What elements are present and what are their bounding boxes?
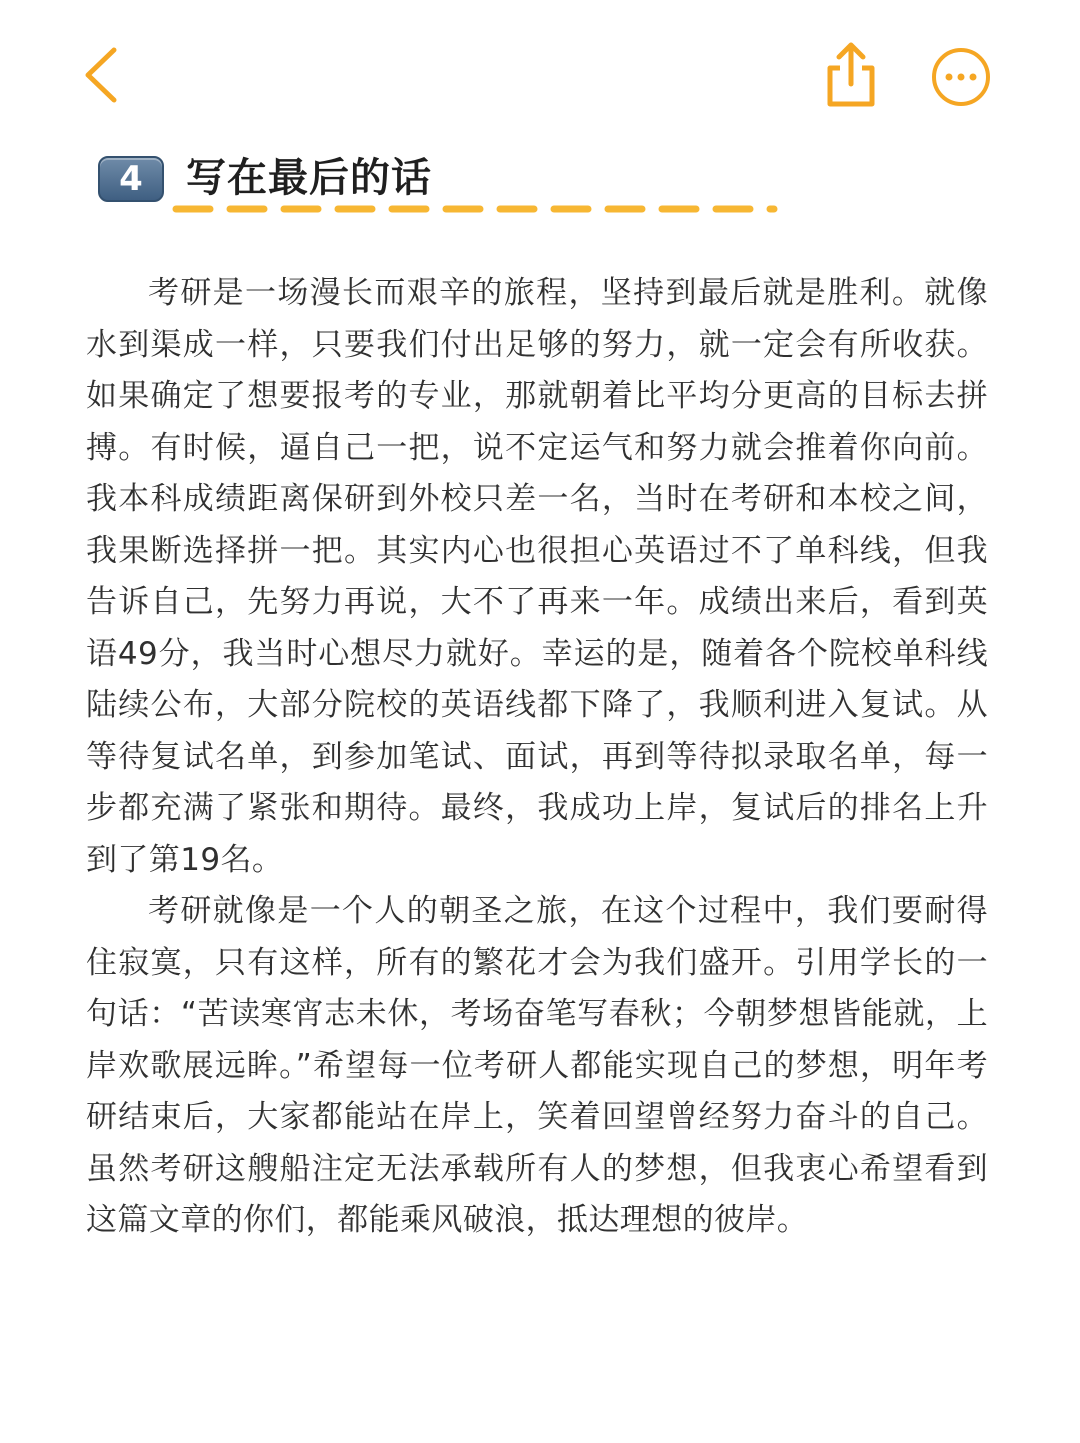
more-options-button[interactable] xyxy=(930,46,992,108)
share-icon xyxy=(818,40,884,110)
more-horizontal-icon xyxy=(930,46,992,108)
article-body xyxy=(86,268,988,1247)
dashed-underline-decoration xyxy=(170,202,780,216)
article-paragraph-2: 考研就像是一个人的朝圣之旅，在这个过程中，我们要耐得住寂寞，只有这样，所有的繁花才会为我们盛开。引用学长的一句话：“苦读寒宵志未休，考场奋笔写春秋；今朝梦想皆能就，上岸欢歌展远眸。”希望每一位考研人都能实现自己的梦想，明年考研结束后，大家都能站在岸上，笑着回望曾经努力奋斗的自己。虽然考研这艘船注定无法承载所有人的梦想，但我衷心希望看到这篇文章的你们，都能乘风破浪，抵达理想的彼岸。 xyxy=(86,893,988,1238)
article-paragraph-1: 考研是一场漫长而艰辛的旅程，坚持到最后就是胜利。就像水到渠成一样，只要我们付出足够的努力，就一定会有所收获。如果确定了想要报考的专业，那就朝着比平均分更高的目标去拼搏。有时候，逼自己一把，说不定运气和努力就会推着你向前。我本科成绩距离保研到外校只差一名，当时在考研和本校之间，我果断选择拼一把。其实内心也很担心英语过不了单科线，但我告诉自己，先努力再说，大不了再来一年。成绩出来后，看到英语49分，我当时心想尽力就好。幸运的是，随着各个院校单科线陆续公布，大部分院校的英语线都下降了，我顺利进入复试。从等待复试名单，到参加笔试、面试，再到等待拟录取名单，每一步都充满了紧张和期待。最终，我成功上岸，复试后的排名上升到了第19名。 xyxy=(86,275,988,878)
section-heading xyxy=(98,150,798,220)
top-navigation-bar xyxy=(0,0,1080,150)
section-number-badge: 4 xyxy=(98,156,164,202)
share-button[interactable] xyxy=(818,40,884,110)
back-button[interactable] xyxy=(74,42,134,108)
section-title: 写在最后的话 xyxy=(186,155,432,201)
chevron-left-icon xyxy=(74,42,134,108)
